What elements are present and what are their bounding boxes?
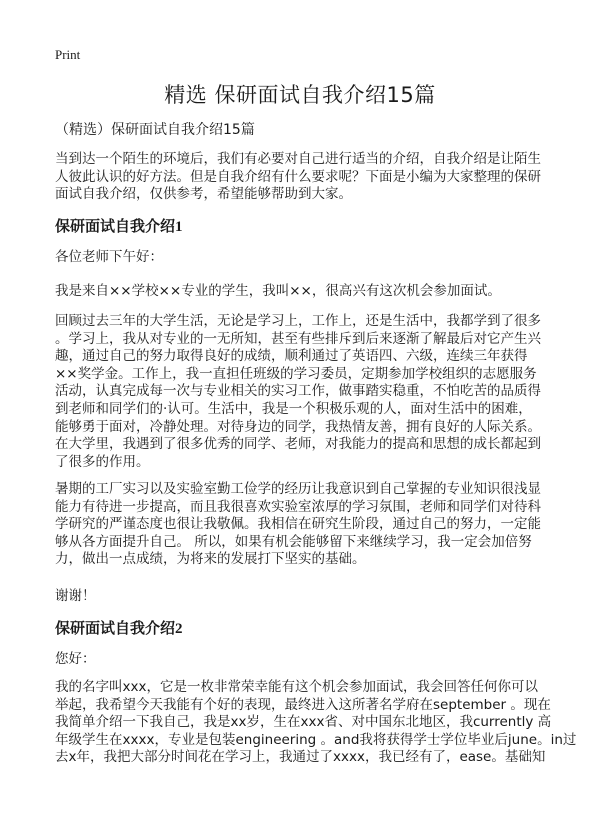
text-line: 学研究的严谨态度也很让我敬佩。我相信在研究生阶段，通过自己的努力，一定能 <box>55 516 541 533</box>
paragraph <box>55 679 576 767</box>
print-link[interactable]: Print <box>55 47 81 62</box>
closing: 谢谢！ <box>55 588 96 604</box>
text-line: 年级学生在xxxx，专业是包装engineering 。and我将获得学士学位毕业后june。in过 <box>55 731 577 748</box>
section-heading-2: 保研面试自我介绍2 <box>55 621 183 637</box>
section-heading-1: 保研面试自我介绍1 <box>55 219 183 235</box>
text-line: 举起，我希望今天我能有个好的表现，最终进入这所著名学府在september 。现在 <box>55 696 551 713</box>
text-line: 回顾过去三年的大学生活，无论是学习上，工作上，还是生活中，我都学到了很多 <box>55 313 541 329</box>
text-line: 。学习上，我从对专业的一无所知，甚至有些排斥到后来逐渐了解最后对它产生兴 <box>55 330 541 347</box>
greeting: 您好： <box>55 651 96 667</box>
text-line: 暑期的工厂实习以及实验室勤工俭学的经历让我意识到自己掌握的专业知识很浅显 <box>55 481 541 497</box>
paragraph: 我是来自××学校××专业的学生，我叫××，很高兴有这次机会参加面试。 <box>55 283 501 299</box>
greeting: 各位老师下午好： <box>55 249 163 265</box>
text-line: 力，做出一点成绩，为将来的发展打下坚实的基础。 <box>55 551 366 568</box>
text-line: ××奖学金。工作上，我一直担任班级的学习委员，定期参加学校组织的志愿服务 <box>55 365 537 382</box>
text-line: 了很多的作用。 <box>55 453 150 470</box>
text-line: 够从各方面提升自己。 所以，如果有机会能够留下来继续学习，我一定会加倍努 <box>55 533 532 550</box>
text-line: 我简单介绍一下我自己，我是xx岁，生在xxx省、对中国东北地区，我currently 高 <box>55 714 552 731</box>
paragraph <box>55 313 541 471</box>
text-line: 能够勇于面对，冷静处理。对待身边的同学，我热情友善，拥有良好的人际关系。 <box>55 418 541 435</box>
text-line: 到老师和同学们的‧认可。生活中，我是一个积极乐观的人，面对生活中的困难， <box>55 400 532 417</box>
text-line: 在大学里，我遇到了很多优秀的同学、老师，对我能力的提高和思想的成长都起到 <box>55 436 541 453</box>
text-line: 能力有待进一步提高，而且我很喜欢实验室浓厚的学习氛围，老师和同学们对待科 <box>55 498 541 515</box>
text-line: 人彼此认识的好方法。但是自我介绍有什么要求呢？下面是小编为大家整理的保研 <box>55 168 541 185</box>
text-line: 活动，认真完成每一次与专业相关的实习工作，做事踏实稳重，不怕吃苦的品质得 <box>55 383 541 400</box>
text-line: 趣，通过自己的努力取得良好的成绩，顺利通过了英语四、六级，连续三年获得 <box>55 348 528 365</box>
text-line: 我的名字叫xxx，它是一枚非常荣幸能有这个机会参加面试，我会回答任何你可以 <box>55 679 538 695</box>
document-subtitle: （精选）保研面试自我介绍15篇 <box>55 122 255 138</box>
text-line: 面试自我介绍，仅供参考，希望能够帮助到大家。 <box>55 186 352 203</box>
document-title: 精选 保研面试自我介绍15篇 <box>164 83 436 107</box>
intro-paragraph <box>55 151 541 204</box>
text-line: 去x年，我把大部分时间花在学习上，我通过了xxxx，我已经有了，ease。基础知 <box>55 749 546 766</box>
paragraph <box>55 481 541 569</box>
text-line: 当到达一个陌生的环境后，我们有必要对自己进行适当的介绍，自我介绍是让陌生 <box>55 151 541 167</box>
